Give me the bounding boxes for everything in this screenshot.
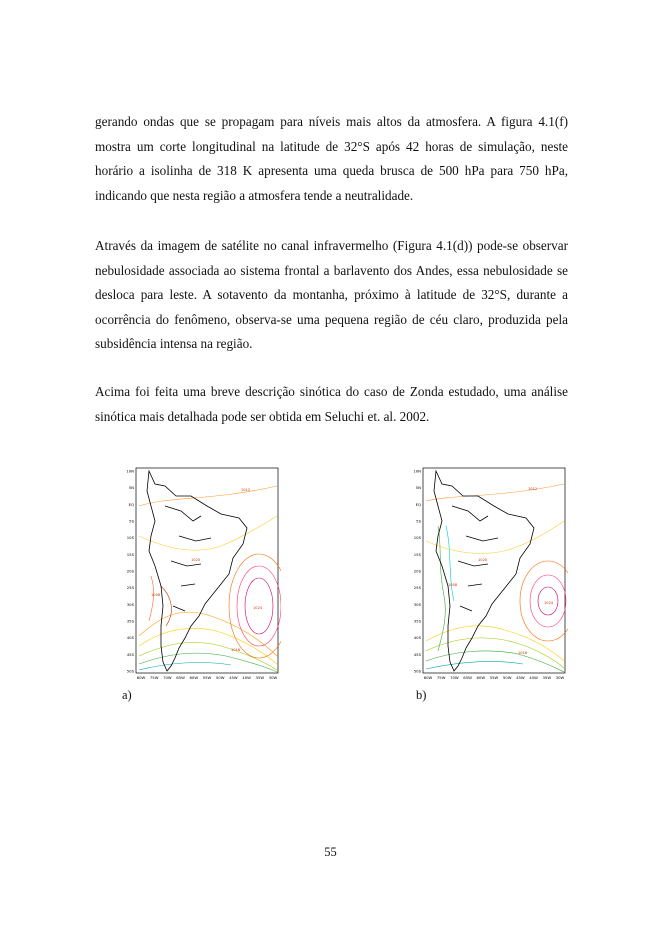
lat-tick-label: EQ: [128, 501, 134, 507]
caption-b: b): [416, 688, 427, 702]
lat-tick-label: 5S: [416, 518, 421, 524]
lon-tick-label: 60W: [476, 675, 486, 680]
lat-tick-label: 30S: [413, 601, 421, 607]
page-number: 55: [324, 845, 337, 859]
contour-label: 1020: [191, 558, 201, 562]
lon-tick-label: 65W: [463, 675, 472, 680]
map-b-svg: [408, 466, 568, 681]
map-a-frame: [136, 468, 278, 673]
contour-label: 1016: [231, 648, 241, 652]
lon-tick-label: 70W: [450, 675, 459, 680]
lon-tick-label: 75W: [149, 675, 159, 680]
lat-tick-label: 45S: [413, 651, 421, 657]
lat-tick-label: 35S: [126, 618, 134, 624]
lat-tick-label: 35S: [413, 618, 421, 624]
lat-tick-label: 5N: [415, 485, 421, 491]
lon-tick-label: 35W: [542, 675, 552, 680]
contour-label: 1024: [253, 606, 263, 610]
map-a-svg: [121, 466, 281, 681]
lon-tick-label: 30W: [268, 675, 278, 680]
lon-tick-label: 60W: [189, 675, 199, 680]
figure-map-b: [408, 466, 568, 681]
caption-a: a): [122, 688, 132, 702]
lat-tick-label: 10N: [126, 468, 134, 474]
lat-tick-label: 5S: [129, 518, 134, 524]
map-b-lat-labels: [413, 469, 421, 674]
lon-tick-label: 45W: [229, 675, 238, 680]
lon-tick-label: 40W: [529, 675, 538, 680]
contour-label: 1008: [448, 583, 458, 587]
lat-tick-label: 45S: [126, 651, 134, 657]
lat-tick-label: 25S: [413, 585, 421, 591]
map-b-frame: [423, 468, 565, 673]
lon-tick-label: 45W: [516, 675, 525, 680]
lat-tick-label: 50S: [413, 668, 421, 674]
paragraph-1: gerando ondas que se propagam para níveis mais altos da atmosfera. A figura 4.1(f) mostra um corte longitudinal na latitude de 32°S após 42 horas de simulação, neste horário a isolinha de 318 K apresenta uma queda brusca de 500 hPa para 750 hPa, indicando que nesta região a atmosfera tende a neutralidade.: [95, 114, 568, 203]
lat-tick-label: 50S: [126, 668, 134, 674]
lat-tick-label: 10N: [413, 468, 421, 474]
lat-tick-label: 30S: [126, 601, 134, 607]
lat-tick-label: 20S: [126, 568, 134, 574]
paragraph-3: Acima foi feita uma breve descrição sinótica do caso de Zonda estudado, uma análise sinótica mais detalhada pode ser obtida em Seluchi et. al. 2002.: [95, 384, 568, 424]
lon-tick-label: 50W: [502, 675, 512, 680]
lon-tick-label: 30W: [555, 675, 565, 680]
paragraph-2: Através da imagem de satélite no canal infravermelho (Figura 4.1(d)) pode-se observar nebulosidade associada ao sistema frontal a barlavento dos Andes, essa nebulosidade se desloca para leste. A sotavento da montanha, próximo à latitude de 32°S, durante a ocorrência do fenômeno, observa-se uma pequena região de céu claro, produzida pela subsidência intensa na região.: [95, 238, 568, 351]
contour-label: 1008: [151, 593, 161, 597]
lat-tick-label: 20S: [413, 568, 421, 574]
lon-tick-label: 50W: [215, 675, 225, 680]
lon-tick-label: 55W: [202, 675, 212, 680]
lon-tick-label: 70W: [163, 675, 172, 680]
lon-tick-label: 80W: [423, 675, 433, 680]
lon-tick-label: 75W: [436, 675, 446, 680]
lon-tick-label: 35W: [255, 675, 265, 680]
map-b-lon-labels: [424, 675, 565, 680]
lon-tick-label: 65W: [176, 675, 185, 680]
lat-tick-label: 15S: [126, 551, 134, 557]
lat-tick-label: 10S: [413, 535, 421, 541]
figure-map-a: [121, 466, 281, 681]
lon-tick-label: 40W: [242, 675, 251, 680]
lat-tick-label: 25S: [126, 585, 134, 591]
lat-tick-label: 40S: [126, 635, 134, 641]
lat-tick-label: 15S: [413, 551, 421, 557]
contour-label: 1020: [478, 558, 488, 562]
lat-tick-label: 5N: [128, 485, 134, 491]
lon-tick-label: 55W: [489, 675, 499, 680]
lat-tick-label: 40S: [413, 635, 421, 641]
lon-tick-label: 80W: [136, 675, 146, 680]
lat-tick-label: EQ: [415, 501, 421, 507]
lat-tick-label: 10S: [126, 535, 134, 541]
contour-label: 1012: [528, 487, 538, 491]
contour-label: 1016: [518, 651, 528, 655]
contour-label: 1012: [241, 488, 251, 492]
map-a-lat-labels: [126, 469, 134, 674]
contour-label: 1024: [544, 601, 554, 605]
map-a-lon-labels: [137, 675, 278, 680]
